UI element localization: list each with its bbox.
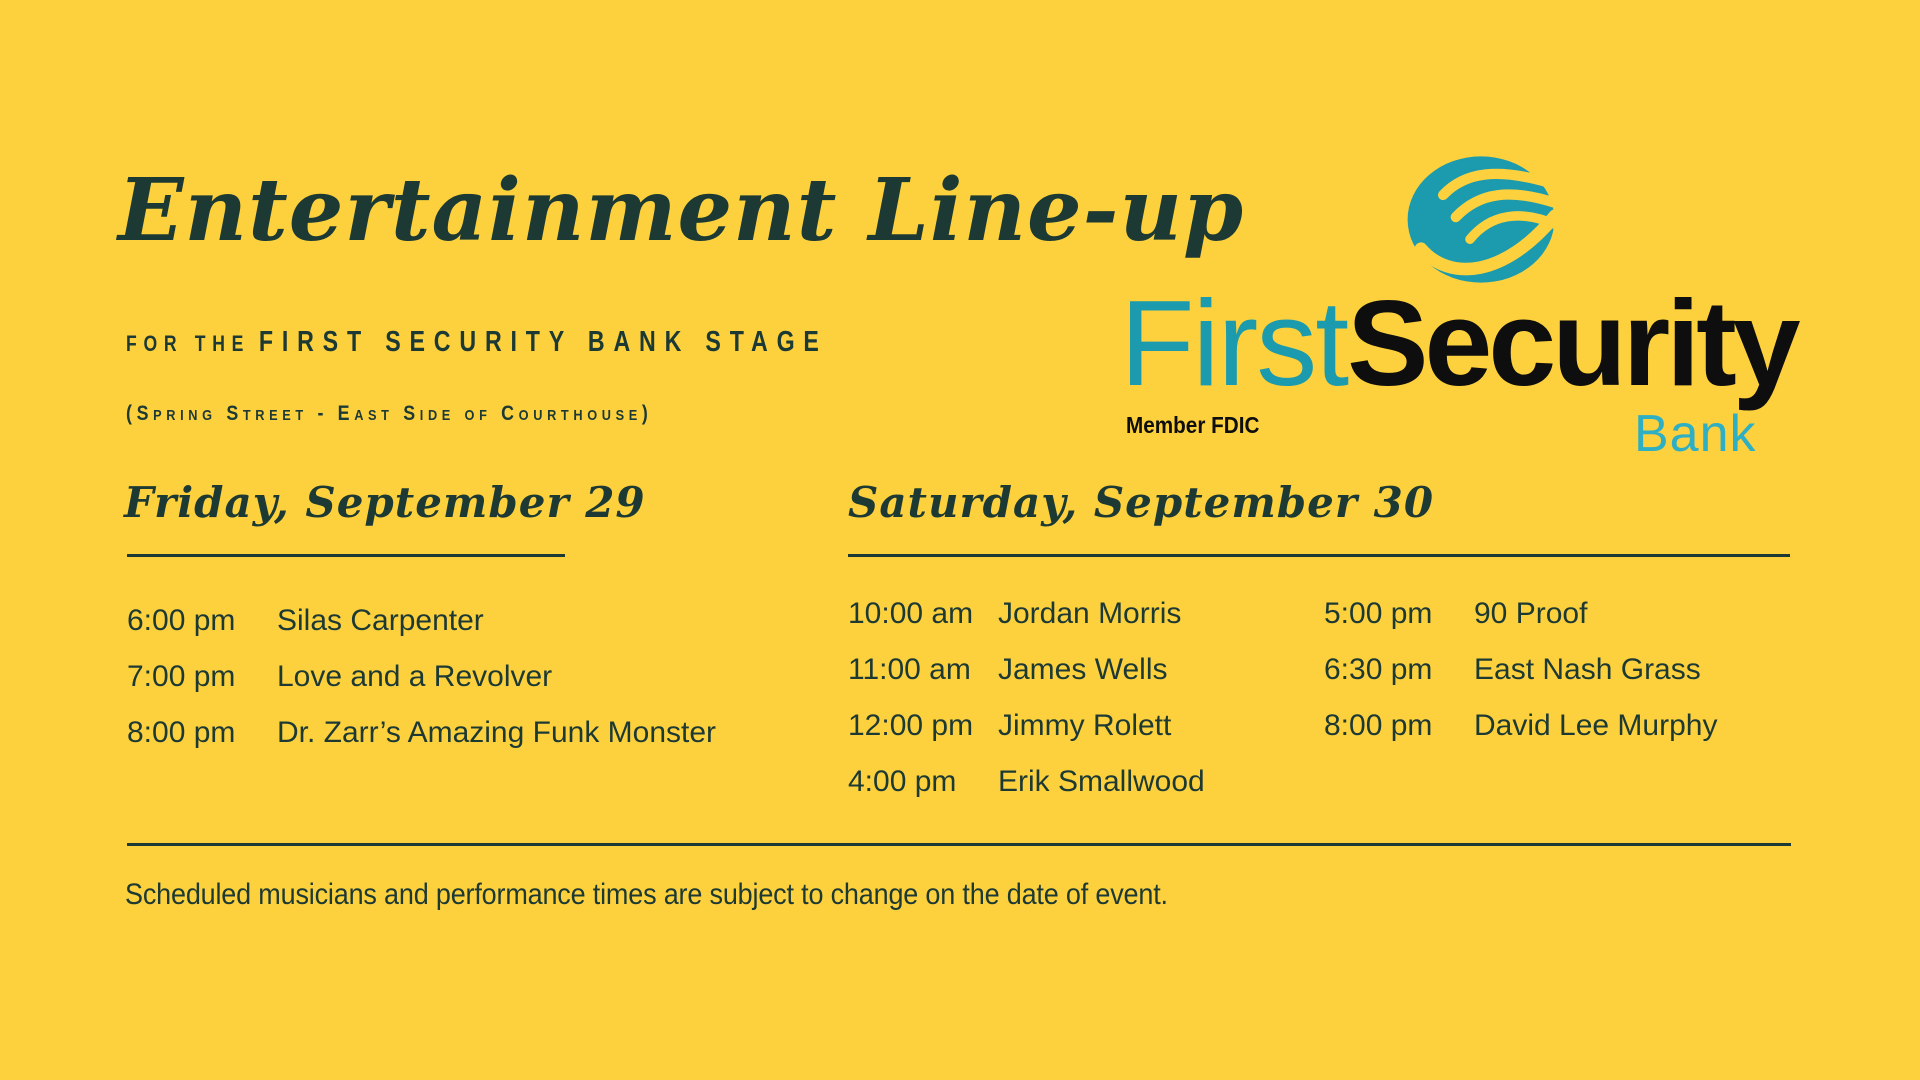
subtitle-prefix: FOR THE [126,331,251,356]
artist-name: Jimmy Rolett [998,709,1172,742]
page-title: Entertainment Line-up [118,160,1245,261]
event-time: 7:00 pm [127,660,236,693]
artist-name: Dr. Zarr’s Amazing Funk Monster [277,716,717,749]
friday-underline [127,554,565,557]
footer-divider [127,843,1791,846]
member-fdic-label: Member FDIC [1126,412,1260,438]
bank-wordmark [1120,275,1797,411]
saturday-heading: Saturday, September 30 [848,478,1435,527]
schedule-row [848,599,1205,629]
bank-wordmark-bank: Bank [1634,405,1757,463]
artist-name: Silas Carpenter [277,604,484,637]
schedule-row [127,606,716,636]
artist-name: East Nash Grass [1474,653,1701,686]
subtitle-stage-name: FIRST SECURITY BANK STAGE [258,326,828,358]
schedule-row [848,767,1205,797]
event-time: 4:00 pm [848,765,957,798]
disclaimer-text: Scheduled musicians and performance times are subject to change on the date of event. [125,878,1168,911]
schedule-row [1324,711,1717,741]
schedule-row [1324,655,1717,685]
event-time: 12:00 pm [848,709,974,742]
schedule-row [127,718,716,748]
artist-name: Love and a Revolver [277,660,553,693]
schedule-row [127,662,716,692]
artist-name: 90 Proof [1474,597,1588,630]
event-time: 6:30 pm [1324,653,1433,686]
event-time: 8:00 pm [1324,709,1433,742]
friday-events [127,606,716,774]
event-time: 8:00 pm [127,716,236,749]
artist-name: Jordan Morris [998,597,1182,630]
stage-subtitle [126,326,828,359]
event-time: 6:00 pm [127,604,236,637]
artist-name: Erik Smallwood [998,765,1205,798]
saturday-underline [848,554,1790,557]
schedule-row [848,655,1205,685]
artist-name: James Wells [998,653,1168,686]
artist-name: David Lee Murphy [1474,709,1718,742]
event-time: 5:00 pm [1324,597,1433,630]
bank-wordmark-first: First [1120,275,1348,411]
event-time: 11:00 am [848,653,971,686]
schedule-row [848,711,1205,741]
event-time: 10:00 am [848,597,974,630]
bank-wordmark-security: Security [1347,275,1797,411]
stage-location: (Spring Street - East Side of Courthouse) [126,402,653,425]
hand-wave-icon [1402,154,1560,285]
saturday-events-evening [1324,599,1717,767]
friday-heading: Friday, September 29 [124,478,646,527]
saturday-events-morning [848,599,1205,823]
schedule-row [1324,599,1717,629]
